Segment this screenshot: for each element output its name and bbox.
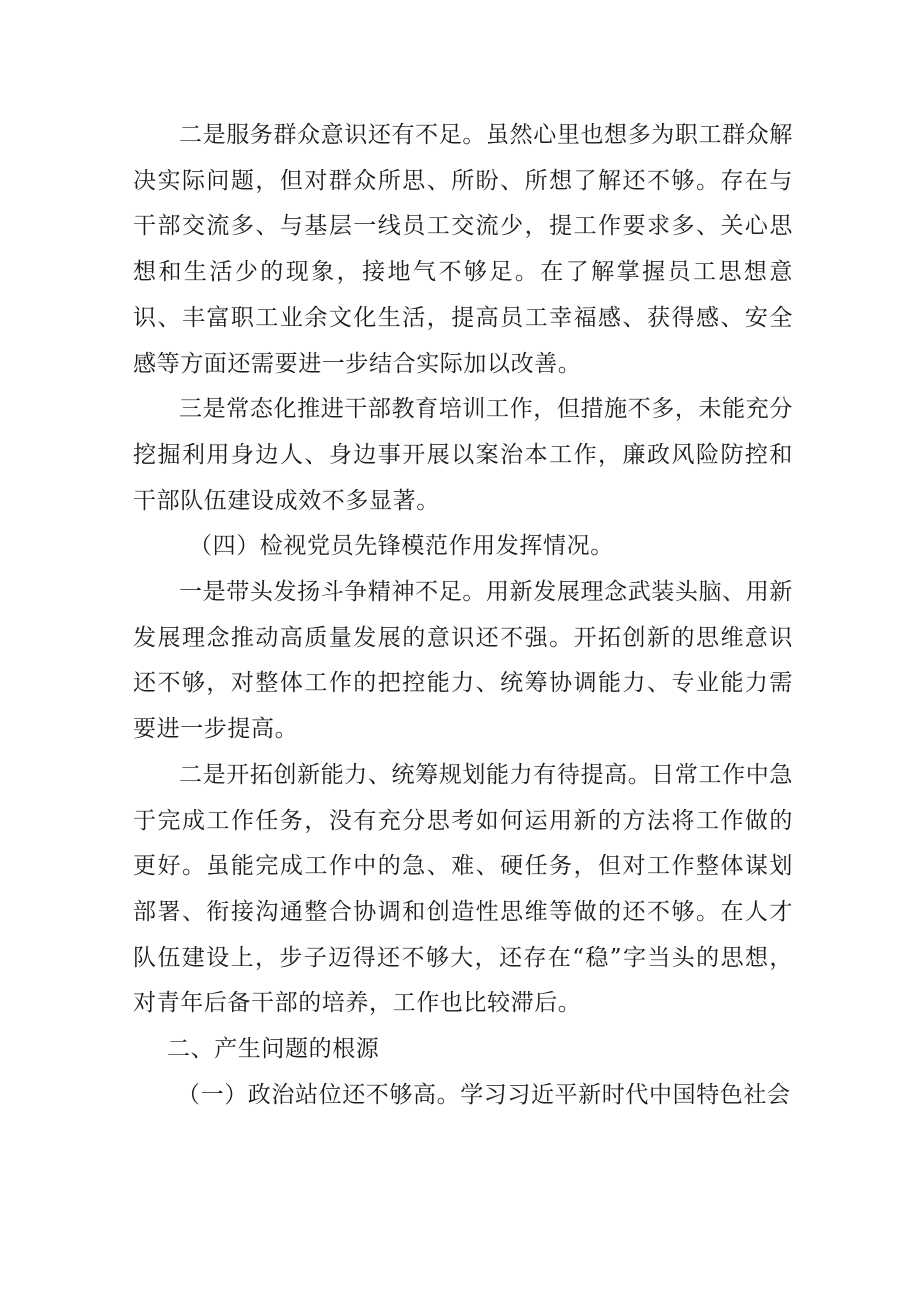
paragraph-struggle-spirit: 一是带头发扬斗争精神不足。用新发展理念武装头脑、用新发展理念推动高质量发展的意识还不强。开拓创新的思维意识还不够，对整体工作的把控能力、统筹协调能力、专业能力需要进一步提高。 [133,579,793,743]
paragraph-cadre-training: 三是常态化推进干部教育培训工作，但措施不多，未能充分挖掘利用身边人、身边事开展以案治本工作，廉政风险防控和干部队伍建设成效不多显著。 [133,396,793,514]
paragraph-service-awareness: 二是服务群众意识还有不足。虽然心里也想多为职工群众解决实际问题，但对群众所思、所盼、所想了解还不够。存在与干部交流多、与基层一线员工交流少，提工作要求多、关心思想和生活少的现象，接地气不够足。在了解掌握员工思想意识、丰富职工业余文化生活，提高员工幸福感、获得感、安全感等方面还需要进一步结合实际加以改善。 [133,122,793,377]
chapter-heading-root-causes: 二、产生问题的根源 [167,1036,380,1063]
section-heading-political-stance: （一）政治站位还不够高。学习习近平新时代中国特色社会 [177,1081,791,1108]
section-heading-4: （四）检视党员先锋模范作用发挥情况。 [189,533,614,560]
document-page [133,113,793,1118]
paragraph-innovation-ability: 二是开拓创新能力、统筹规划能力有待提高。日常工作中急于完成工作任务，没有充分思考如何运用新的方法将工作做的更好。虽能完成工作中的急、难、硬任务，但对工作整体谋划部署、衔接沟通整合协调和创造性思维等做的还不够。在人才队伍建设上，步子迈得还不够大，还存在“稳”字当头的思想，对青年后备干部的培养，工作也比较滞后。 [133,761,793,1017]
